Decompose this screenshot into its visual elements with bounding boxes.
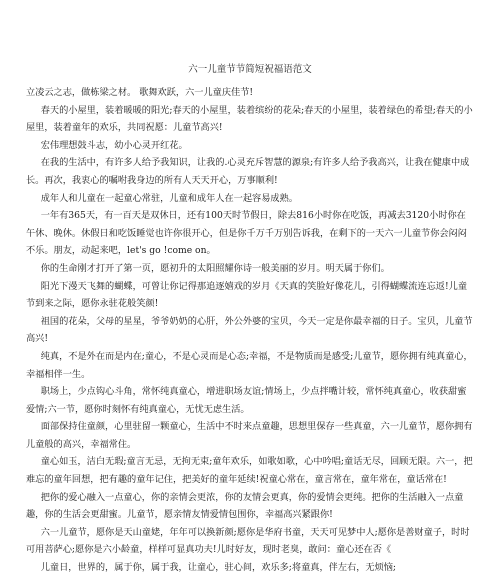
paragraph: 一年有365天，有一百天是双休日，还有100天时节假日，除去816小时你在吃饭，再减去3120小时你在午休、晚休。休假日和吃饭睡觉也许你很开心，但是你千万千万别告诉我，在剩下的一天六一儿童节你会闷闷不乐。朋友，动起来吧，let's go !come on。 bbox=[26, 210, 467, 257]
paragraph: 儿童日，世界的，属于你，属于我，让童心，驻心间，欢乐多;将童真，伴左右，无烦恼; bbox=[40, 562, 397, 574]
paragraph: 童心如玉，洁白无瑕;童言无忌，无拘无束;童年欢乐，如歌如歌，心中吟唱;童话无尽，回顾无限。六一，把难忘的童年回想，把有趣的童年记住，把美好的童年延续!祝童心常在，童言常在，童年常在，童话常在! bbox=[26, 456, 473, 486]
document-body bbox=[26, 84, 474, 577]
paragraph: 宏伟理想鼓斗志，幼小心灵开红花。 bbox=[40, 139, 188, 151]
paragraph: 立凌云之志，做栋梁之材。 歌舞欢跃，六一儿童庆佳节! bbox=[26, 87, 254, 98]
paragraph: 成年人和儿童在一起童心常驻，儿童和成年人在一起容易成熟。 bbox=[40, 192, 298, 204]
document-title: 六一儿童节节简短祝福语范文 bbox=[188, 64, 312, 75]
paragraph: 在我的生活中，有许多人给予我知识，让我的.心灵充斥智慧的源泉;有许多人给予我高兴，让我在健康中成长。再次，我衷心的嘱咐我身边的所有人天天开心，万事顺利! bbox=[26, 157, 470, 186]
paragraph: 职场上，少点钩心斗角，常怀纯真童心，增进职场友谊;情场上，少点拌嘴计较，常怀纯真童心，收获甜蜜爱情;六一节，愿你时刻怀有纯真童心，无忧无虑生活。 bbox=[26, 386, 467, 415]
paragraph: 阳光下漫天飞舞的蝴蝶，可曾让你记得那追逐嬉戏的岁月《天真的笑脸好像花儿，引得蝴蝶流连忘返!儿童节到来之际，愿你永驻花般笑颜! bbox=[26, 280, 468, 310]
paragraph: 六一儿童节，愿你是天山童姥，年年可以换新颜;愿你是华府书童，天天可见梦中人;愿你是善财童子，时时可用菩萨心;愿你是六小龄童，样样可显真功夫!儿时好友，现时老臭，敢问：童心还在否《 bbox=[26, 526, 470, 556]
paragraph: 祖国的花朵，父母的星星，爷爷奶奶的心肝，外公外婆的宝贝，今天一定是你最幸福的日子。宝贝，儿童节高兴! bbox=[26, 315, 473, 345]
paragraph: 纯真，不是外在而是内在;童心，不是心灵而是心态;幸福，不是物质而是感受;儿童节，愿你拥有纯真童心，幸福相伴一生。 bbox=[26, 350, 473, 380]
paragraph: 春天的小屋里，装着暖暖的阳光;春天的小屋里，装着缤纷的花朵;春天的小屋里，装着绿色的希望;春天的小屋里，装着童年的欢乐，共同祝愿：儿童节高兴! bbox=[26, 104, 473, 134]
paragraph: 面部保持住童颜，心里驻留一颗童心，生活中不时来点童趣，思想里保存一些真童，六一儿童节，愿你拥有儿童般的高兴，幸福常住。 bbox=[26, 421, 473, 450]
paragraph: 把你的爱心融入一点童心，你的亲情会更浓，你的友情会更真，你的爱情会更纯。把你的生活融入一点童趣，你的生活会更甜蜜。儿童节，愿亲情友情爱情包围你，幸福高兴紧跟你! bbox=[26, 491, 464, 521]
paragraph: 你的生命刚才打开了第一页，愿初升的太阳照耀你诗一般美丽的岁月。明天属于你们。 bbox=[40, 262, 390, 274]
